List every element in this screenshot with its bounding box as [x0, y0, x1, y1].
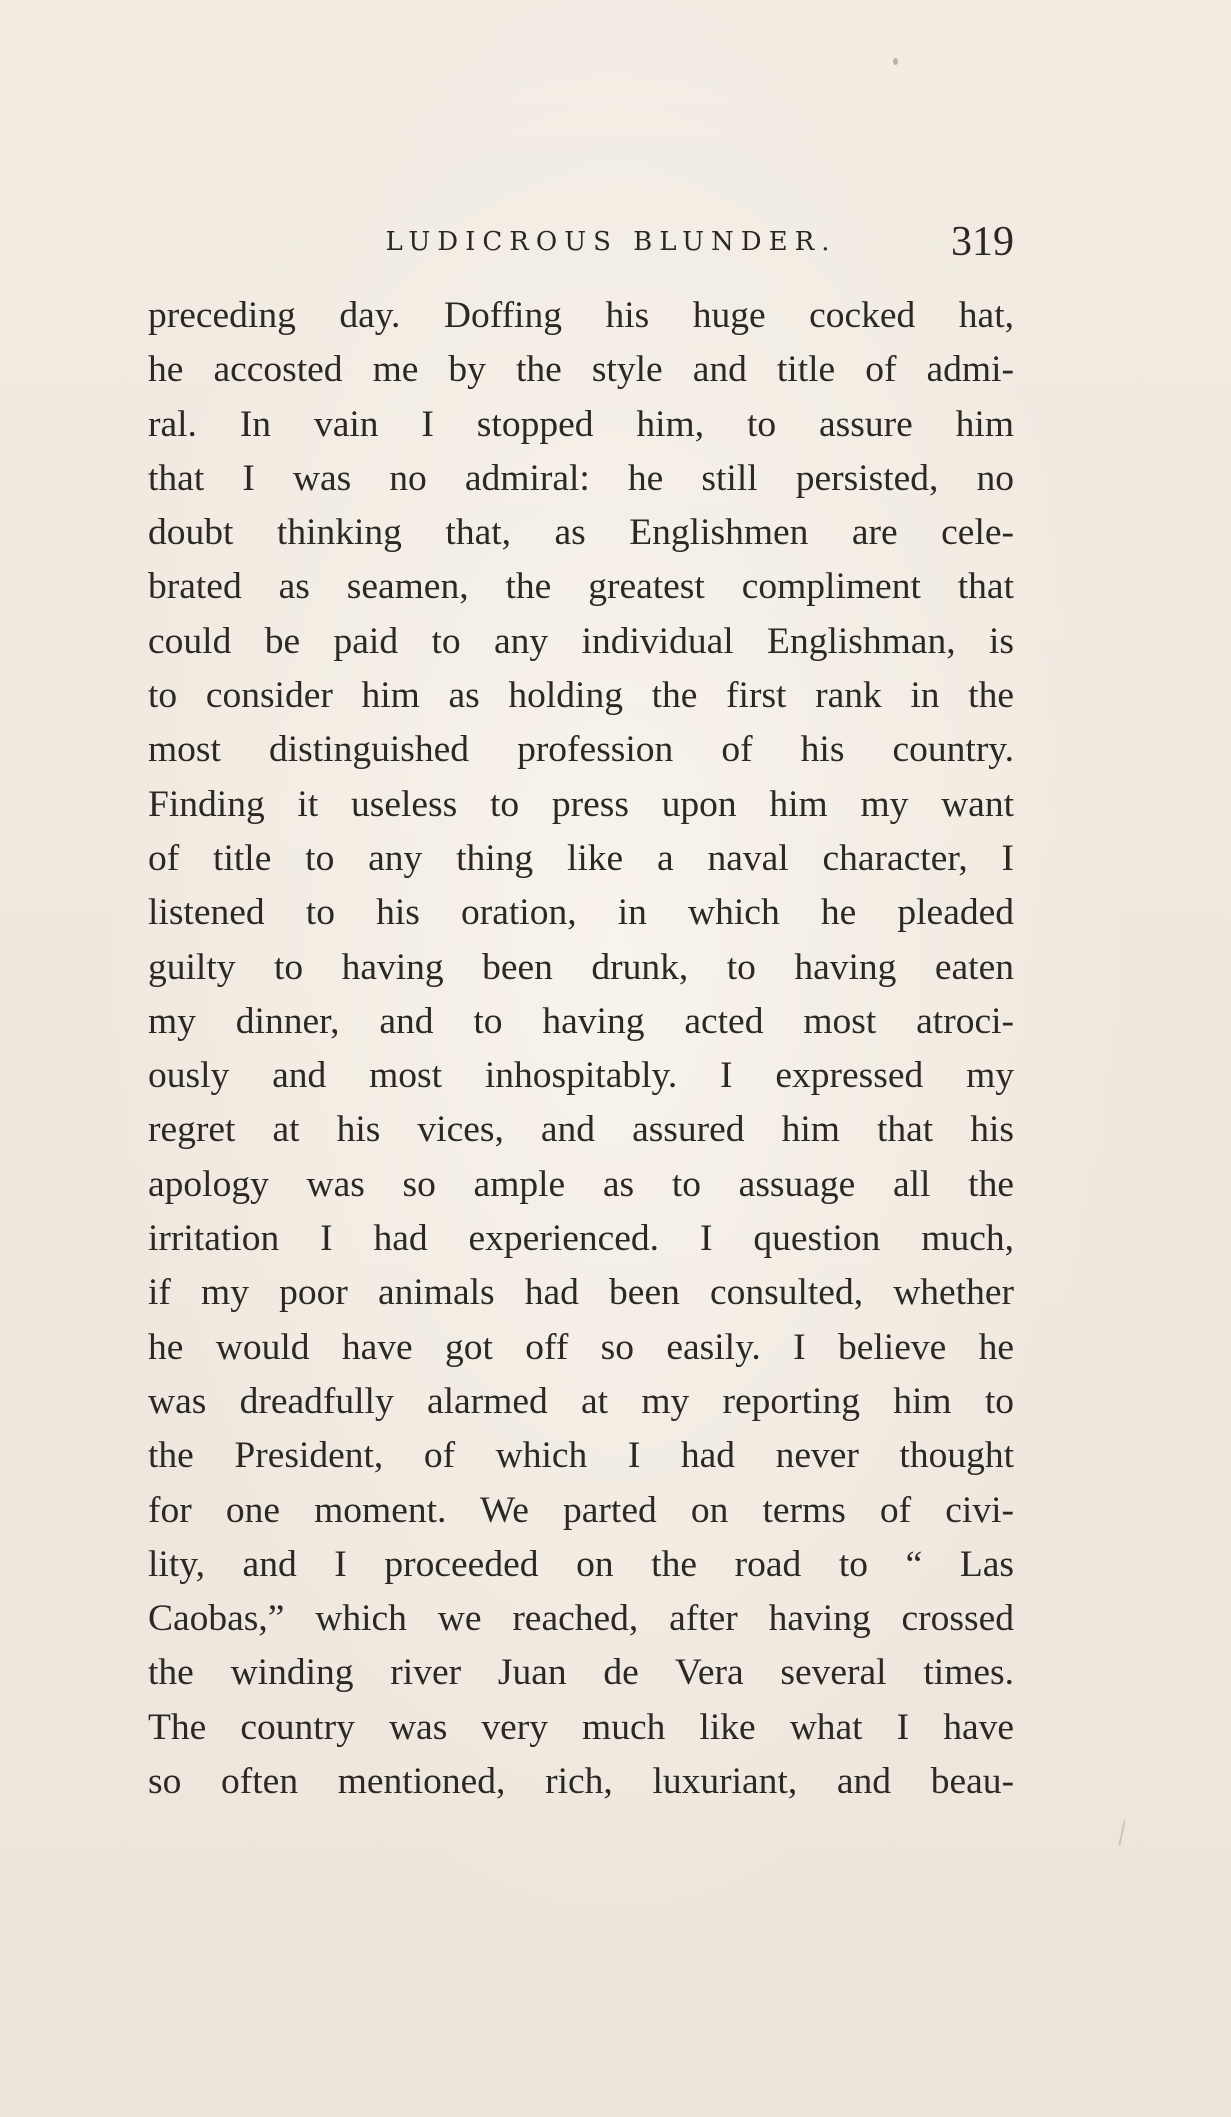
text-line: the winding river Juan de Vera several times. [148, 1652, 1014, 1694]
text-line: listened to his oration, in which he pleaded [148, 892, 1014, 934]
text-line: most distinguished profession of his country. [148, 729, 1014, 771]
text-line: so often mentioned, rich, luxuriant, and beau- [148, 1761, 1014, 1803]
text-line: to consider him as holding the first rank in the [148, 675, 1014, 717]
text-line: regret at his vices, and assured him that his [148, 1109, 1014, 1151]
text-line: my dinner, and to having acted most atroci- [148, 1000, 1014, 1042]
text-line: apology was so ample as to assuage all the [148, 1163, 1014, 1205]
text-line: preceding day. Doffing his huge cocked hat, [148, 295, 1014, 336]
text-line: was dreadfully alarmed at my reporting him to [148, 1380, 1014, 1422]
text-line: the President, of which I had never thought [148, 1435, 1014, 1477]
text-line: guilty to having been drunk, to having eaten [148, 946, 1014, 988]
text-line: The country was very much like what I have [148, 1706, 1014, 1748]
text-line: brated as seamen, the greatest compliment that [148, 566, 1014, 608]
text-line: for one moment. We parted on terms of civi- [148, 1489, 1014, 1531]
text-line: could be paid to any individual Englishman, is [148, 620, 1014, 662]
text-line: he accosted me by the style and title of admi- [148, 349, 1014, 391]
text-line: lity, and I proceeded on the road to “ Las [148, 1543, 1014, 1585]
running-title: LUDICROUS BLUNDER. [385, 227, 837, 257]
text-line: ously and most inhospitably. I expressed my [148, 1055, 1014, 1097]
text-line: that I was no admiral: he still persisted, no [148, 457, 1014, 499]
page-number: 319 [951, 219, 1014, 265]
text-line: Caobas,” which we reached, after having crossed [148, 1598, 1014, 1640]
text-line: doubt thinking that, as Englishmen are cele- [148, 512, 1014, 554]
text-line: he would have got off so easily. I believe he [148, 1326, 1014, 1368]
text-line: of title to any thing like a naval character, I [148, 837, 1014, 879]
text-line: Finding it useless to press upon him my want [148, 783, 1014, 825]
paper-speck [893, 58, 898, 65]
text-line: if my poor animals had been consulted, whether [148, 1272, 1014, 1314]
body-text [148, 289, 1014, 1809]
running-head [148, 215, 1014, 275]
paper-mark [1118, 1820, 1125, 1846]
text-line: ral. In vain I stopped him, to assure him [148, 403, 1014, 445]
text-line: irritation I had experienced. I question much, [148, 1218, 1014, 1260]
